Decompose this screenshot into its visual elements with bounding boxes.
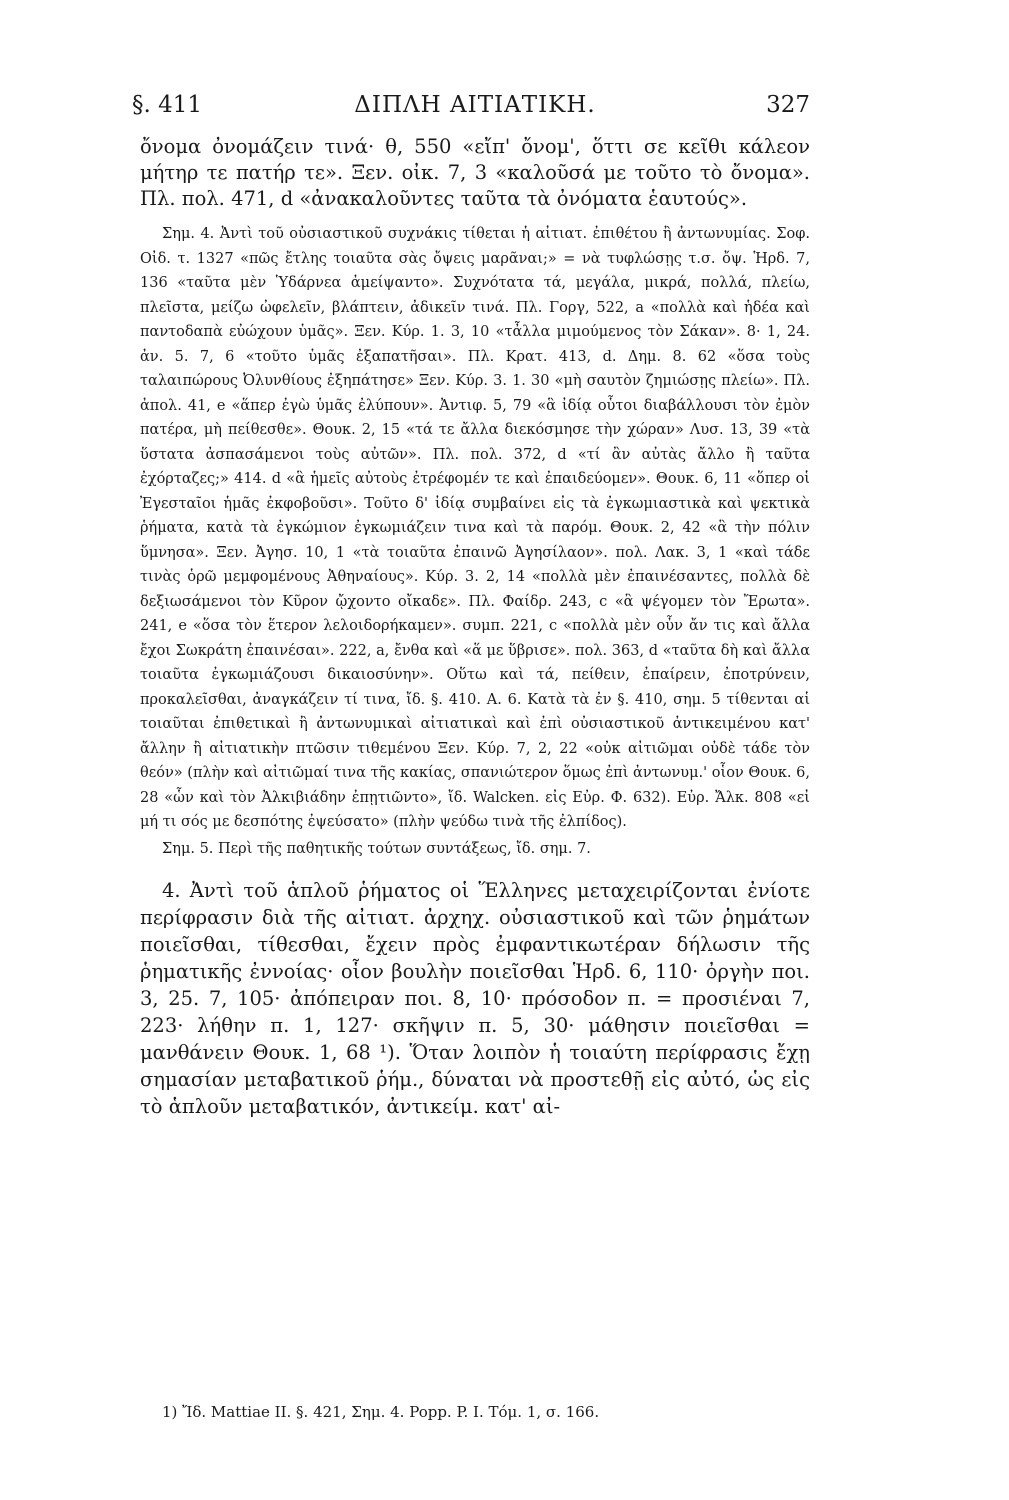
running-header — [132, 92, 810, 132]
note-5: Σημ. 5. Περὶ τῆς παθητικῆς τούτων συντάξεως, ἴδ. σημ. 7. — [162, 840, 591, 857]
footnote: 1) Ἴδ. Mattiae II. §. 421, Σημ. 4. Popp. P. I. Τόμ. 1, σ. 166. — [162, 1403, 600, 1421]
section-4-paragraph: 4. Ἀντὶ τοῦ ἁπλοῦ ῥήματος οἱ Ἕλληνες μεταχειρίζονται ἐνίοτε περίφρασιν διὰ τῆς αἰτιατ. ἀρχηχ. οὐσιαστικοῦ καὶ τῶν ῥημάτων ποιεῖσθαι, τίθεσθαι, ἔχειν πρὸς ἐμφαντικωτέραν δήλωσιν τῆς ῥηματικῆς ἐννοίας· οἷον βουλὴν ποιεῖσθαι Ἡρδ. 6, 110· ὀργὴν ποι. 3, 25. 7, 105· ἀπόπειραν ποι. 8, 10· πρόσοδον π. = προσιέναι 7, 223· λήθην π. 1, 127· σκῆψιν π. 5, 30· μάθησιν ποιεῖσθαι = μανθάνειν Θουκ. 1, 68 ¹). Ὅταν λοιπὸν ἡ τοιαύτη περίφρασις ἔχῃ σημασίαν μεταβατικοῦ ῥήμ., δύναται νὰ προστεθῇ εἰς αὐτό, ὡς εἰς τὸ ἁπλοῦν μεταβατικόν, ἀντικείμ. κατ' αἰ- — [140, 879, 810, 1118]
page-number: 327 — [766, 92, 810, 118]
continuation-paragraph: ὄνομα ὀνομάζειν τινά· θ, 550 «εἴπ' ὄνομ', ὅττι σε κεῖθι κάλεον μήτηρ τε πατήρ τε». Ξεν. οἰκ. 7, 3 «καλοῦσά με τοῦτο τὸ ὄνομα». Πλ. πολ. 471, d «ἀνακαλοῦντες ταῦτα τὰ ὀνόματα ἑαυτούς». — [140, 135, 810, 210]
section-number: §. 411 — [132, 92, 203, 118]
page-body — [140, 130, 810, 1120]
chapter-title: ΔΙΠΛΗ ΑΙΤΙΑΤΙΚΗ. — [354, 92, 596, 118]
note-4: Σημ. 4. Ἀντὶ τοῦ οὐσιαστικοῦ συχνάκις τίθεται ἡ αἰτιατ. ἐπιθέτου ἢ ἀντωνυμίας. Σοφ. Οἰδ. τ. 1327 «πῶς ἔτλης τοιαῦτα σὰς ὄψεις μαρᾶναι;» = νὰ τυφλώσῃς τ.σ. ὄψ. Ἡρδ. 7, 136 «ταῦτα μὲν Ὑδάρνεα ἀμείψαντο». Συχνότατα τά, μεγάλα, μικρά, πολλά, πλείω, πλεῖστα, μείζω ὠφελεῖν, βλάπτειν, ἀδικεῖν τινά. Πλ. Γοργ, 522, a «πολλὰ καὶ ἡδέα καὶ παντοδαπὰ εὐώχουν ὑμᾶς». Ξεν. Κύρ. 1. 3, 10 «τἆλλα μιμούμενος τὸν Σάκαν». 8· 1, 24. ἀν. 5. 7, 6 «τοῦτο ὑμᾶς ἐξαπατῆσαι». Πλ. Κρατ. 413, d. Δημ. 8. 62 «ὅσα τοὺς ταλαιπώρους Ὀλυνθίους ἐξηπάτησε» Ξεν. Κύρ. 3. 1. 30 «μὴ σαυτὸν ζημιώσῃς πλείω». Πλ. ἀπολ. 41, e «ἅπερ ἐγὼ ὑμᾶς ἐλύπουν». Ἀντιφ. 5, 79 «ἃ ἰδίᾳ οὗτοι διαβάλλουσι τὸν ἐμὸν πατέρα, μὴ πείθεσθε». Θουκ. 2, 15 «τά τε ἄλλα διεκόσμησε τὴν χώραν» Λυσ. 13, 39 «τὰ ὕστατα ἀσπασάμενοι τοὺς αὐτῶν». Πλ. πολ. 372, d «τί ἂν αὐτὰς ἄλλο ἢ ταῦτα ἐχόρταζες;» 414. d «ἃ ἡμεῖς αὐτοὺς ἐτρέφομέν τε καὶ ἐπαιδεύομεν». Θουκ. 6, 11 «ὅπερ οἱ Ἐγεσταῖοι ἡμᾶς ἐκφοβοῦσι». Τοῦτο δ' ἰδίᾳ συμβαίνει εἰς τὰ ἐγκωμιαστικὰ καὶ ψεκτικὰ ῥήματα, κατὰ τὰ ἐγκώμιον ἐγκωμιάζειν τινα καὶ τὰ παρόμ. Θουκ. 2, 42 «ἃ τὴν πόλιν ὕμνησα». Ξεν. Ἀγησ. 10, 1 «τὰ τοιαῦτα ἐπαινῶ Ἀγησίλαον». πολ. Λακ. 3, 1 «καὶ τάδε τινὰς ὁρῶ μεμφομένους Ἀθηναίους». Κύρ. 3. 2, 14 «πολλὰ μὲν ἐπαινέσαντες, πολλὰ δὲ δεξιωσάμενοι τὸν Κῦρον ᾤχοντο οἴκαδε». Πλ. Φαίδρ. 243, c «ἃ ψέγομεν τὸν Ἔρωτα». 241, e «ὅσα τὸν ἕτερον λελοιδορήκαμεν». συμπ. 221, c «πολλὰ μὲν οὖν ἄν τις καὶ ἄλλα ἔχοι Σωκράτη ἐπαινέσαι». 222, a, ἔνθα καὶ «ἅ με ὕβρισε». πολ. 363, d «ταῦτα δὴ καὶ ἄλλα τοιαῦτα ἐγκωμιάζουσι δικαιοσύνην». Οὕτω καὶ τά, πείθειν, ἐπαίρειν, ἐποτρύνειν, προκαλεῖσθαι, ἀναγκάζειν τί τινα, ἴδ. §. 410. Α. 6. Κατὰ τὰ ἐν §. 410, σημ. 5 τίθενται αἱ τοιαῦται ἐπιθετικαὶ ἢ ἀντωνυμικαὶ αἰτιατικαὶ καὶ ἐπὶ οὐσιαστικοῦ ἀντικειμένου κατ' ἄλλην ἢ αἰτιατικὴν πτῶσιν τιθεμένου Ξεν. Κύρ. 7, 2, 22 «οὐκ αἰτιῶμαι οὐδὲ τάδε τὸν θεόν» (πλὴν καὶ αἰτιῶμαί τινα τῆς κακίας, σπανιώτερον ὅμως ἐπὶ ἀντωνυμ.' οἷον Θουκ. 6, 28 «ὧν καὶ τὸν Ἀλκιβιάδην ἐπῃτιῶντο», ἴδ. Walcken. εἰς Εὐρ. Φ. 632). Εὐρ. Ἄλκ. 808 «εἰ μή τι σός με δεσπότης ἐψεύσατο» (πλὴν ψεύδω τινὰ τῆς ἐλπίδος). — [140, 226, 810, 830]
